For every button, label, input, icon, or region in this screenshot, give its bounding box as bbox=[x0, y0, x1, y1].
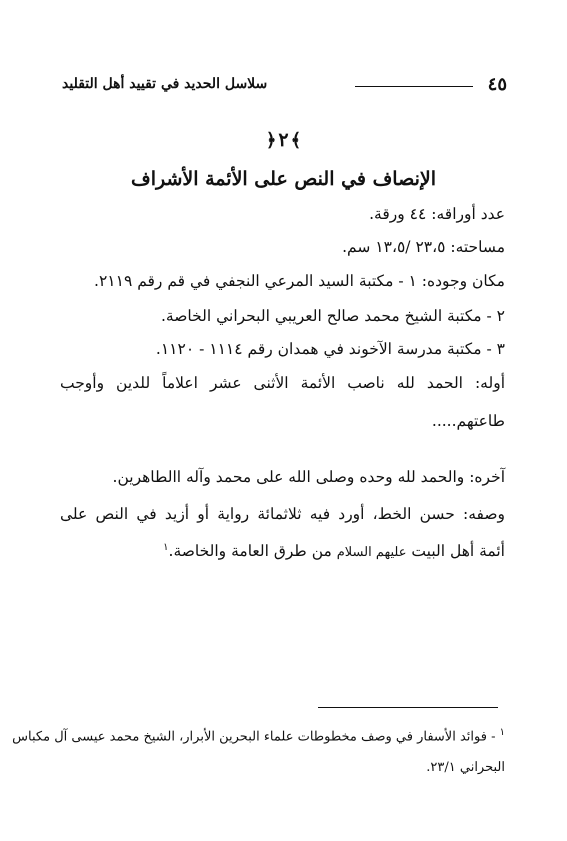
description-text-a: أئمة أهل البيت bbox=[411, 542, 505, 561]
footnote-line-2 bbox=[58, 760, 505, 775]
section-number: ٢ bbox=[278, 129, 289, 151]
body-line-location-1: مكان وجوده: ١ - مكتبة السيد المرعي النجفي في قم رقم ٢١١٩. bbox=[94, 272, 505, 290]
footnote-text-1: - فوائد الأسفار في وصف مخطوطات علماء البحرين الأبرار، الشيخ محمد عيسى آل مكباس bbox=[12, 729, 496, 745]
body-line-beginning: أوله: الحمد لله ناصب الأئمة الأثنى عشر اعلاماً للدين وأوجب bbox=[60, 374, 505, 392]
section-title: الإنصاف في النص على الأئمة الأشراف bbox=[131, 168, 436, 190]
footnote-line-1 bbox=[12, 727, 505, 745]
header-rule bbox=[355, 86, 473, 87]
salutation-glyph: عليهم السلام bbox=[336, 545, 407, 561]
footnote-rule bbox=[318, 707, 498, 708]
body-line-leaves: عدد أوراقه: ٤٤ ورقة. bbox=[369, 205, 505, 223]
body-line-location-3: ٣ - مكتبة مدرسة الآخوند في همدان رقم ١١١٤ - ١١٢٠. bbox=[155, 340, 505, 358]
page-header bbox=[62, 74, 507, 98]
footnote-text-2: البحراني ٢٣/١. bbox=[426, 760, 505, 775]
footnote-reference: ١ bbox=[163, 542, 169, 553]
ornament-bracket-left: ﴿ bbox=[265, 130, 277, 151]
body-line-ending: آخره: والحمد لله وحده وصلى الله على محمد وآله االطاهرين. bbox=[112, 468, 505, 486]
page-number: ٤٥ bbox=[487, 74, 507, 95]
body-line-description: وصفه: حسن الخط، أورد فيه ثلاثمائة رواية أو أزيد في النص على bbox=[60, 505, 505, 523]
section-number-ornament bbox=[0, 129, 567, 151]
body-line-location-2: ٢ - مكتبة الشيخ محمد صالح العريبي البحراني الخاصة. bbox=[161, 307, 505, 325]
body-line-beginning-cont: طاعتهم..... bbox=[431, 412, 505, 430]
running-title: سلاسل الحديد في تقييد أهل التقليد bbox=[62, 76, 268, 92]
ornament-bracket-right: ﴾ bbox=[290, 130, 302, 151]
description-text-b: من طرق العامة والخاصة. bbox=[168, 542, 332, 561]
footnote-marker: ١ bbox=[499, 727, 505, 738]
body-line-size: مساحته: ٢٣،٥ /١٣،٥ سم. bbox=[342, 238, 505, 256]
body-line-description-cont bbox=[60, 542, 505, 560]
